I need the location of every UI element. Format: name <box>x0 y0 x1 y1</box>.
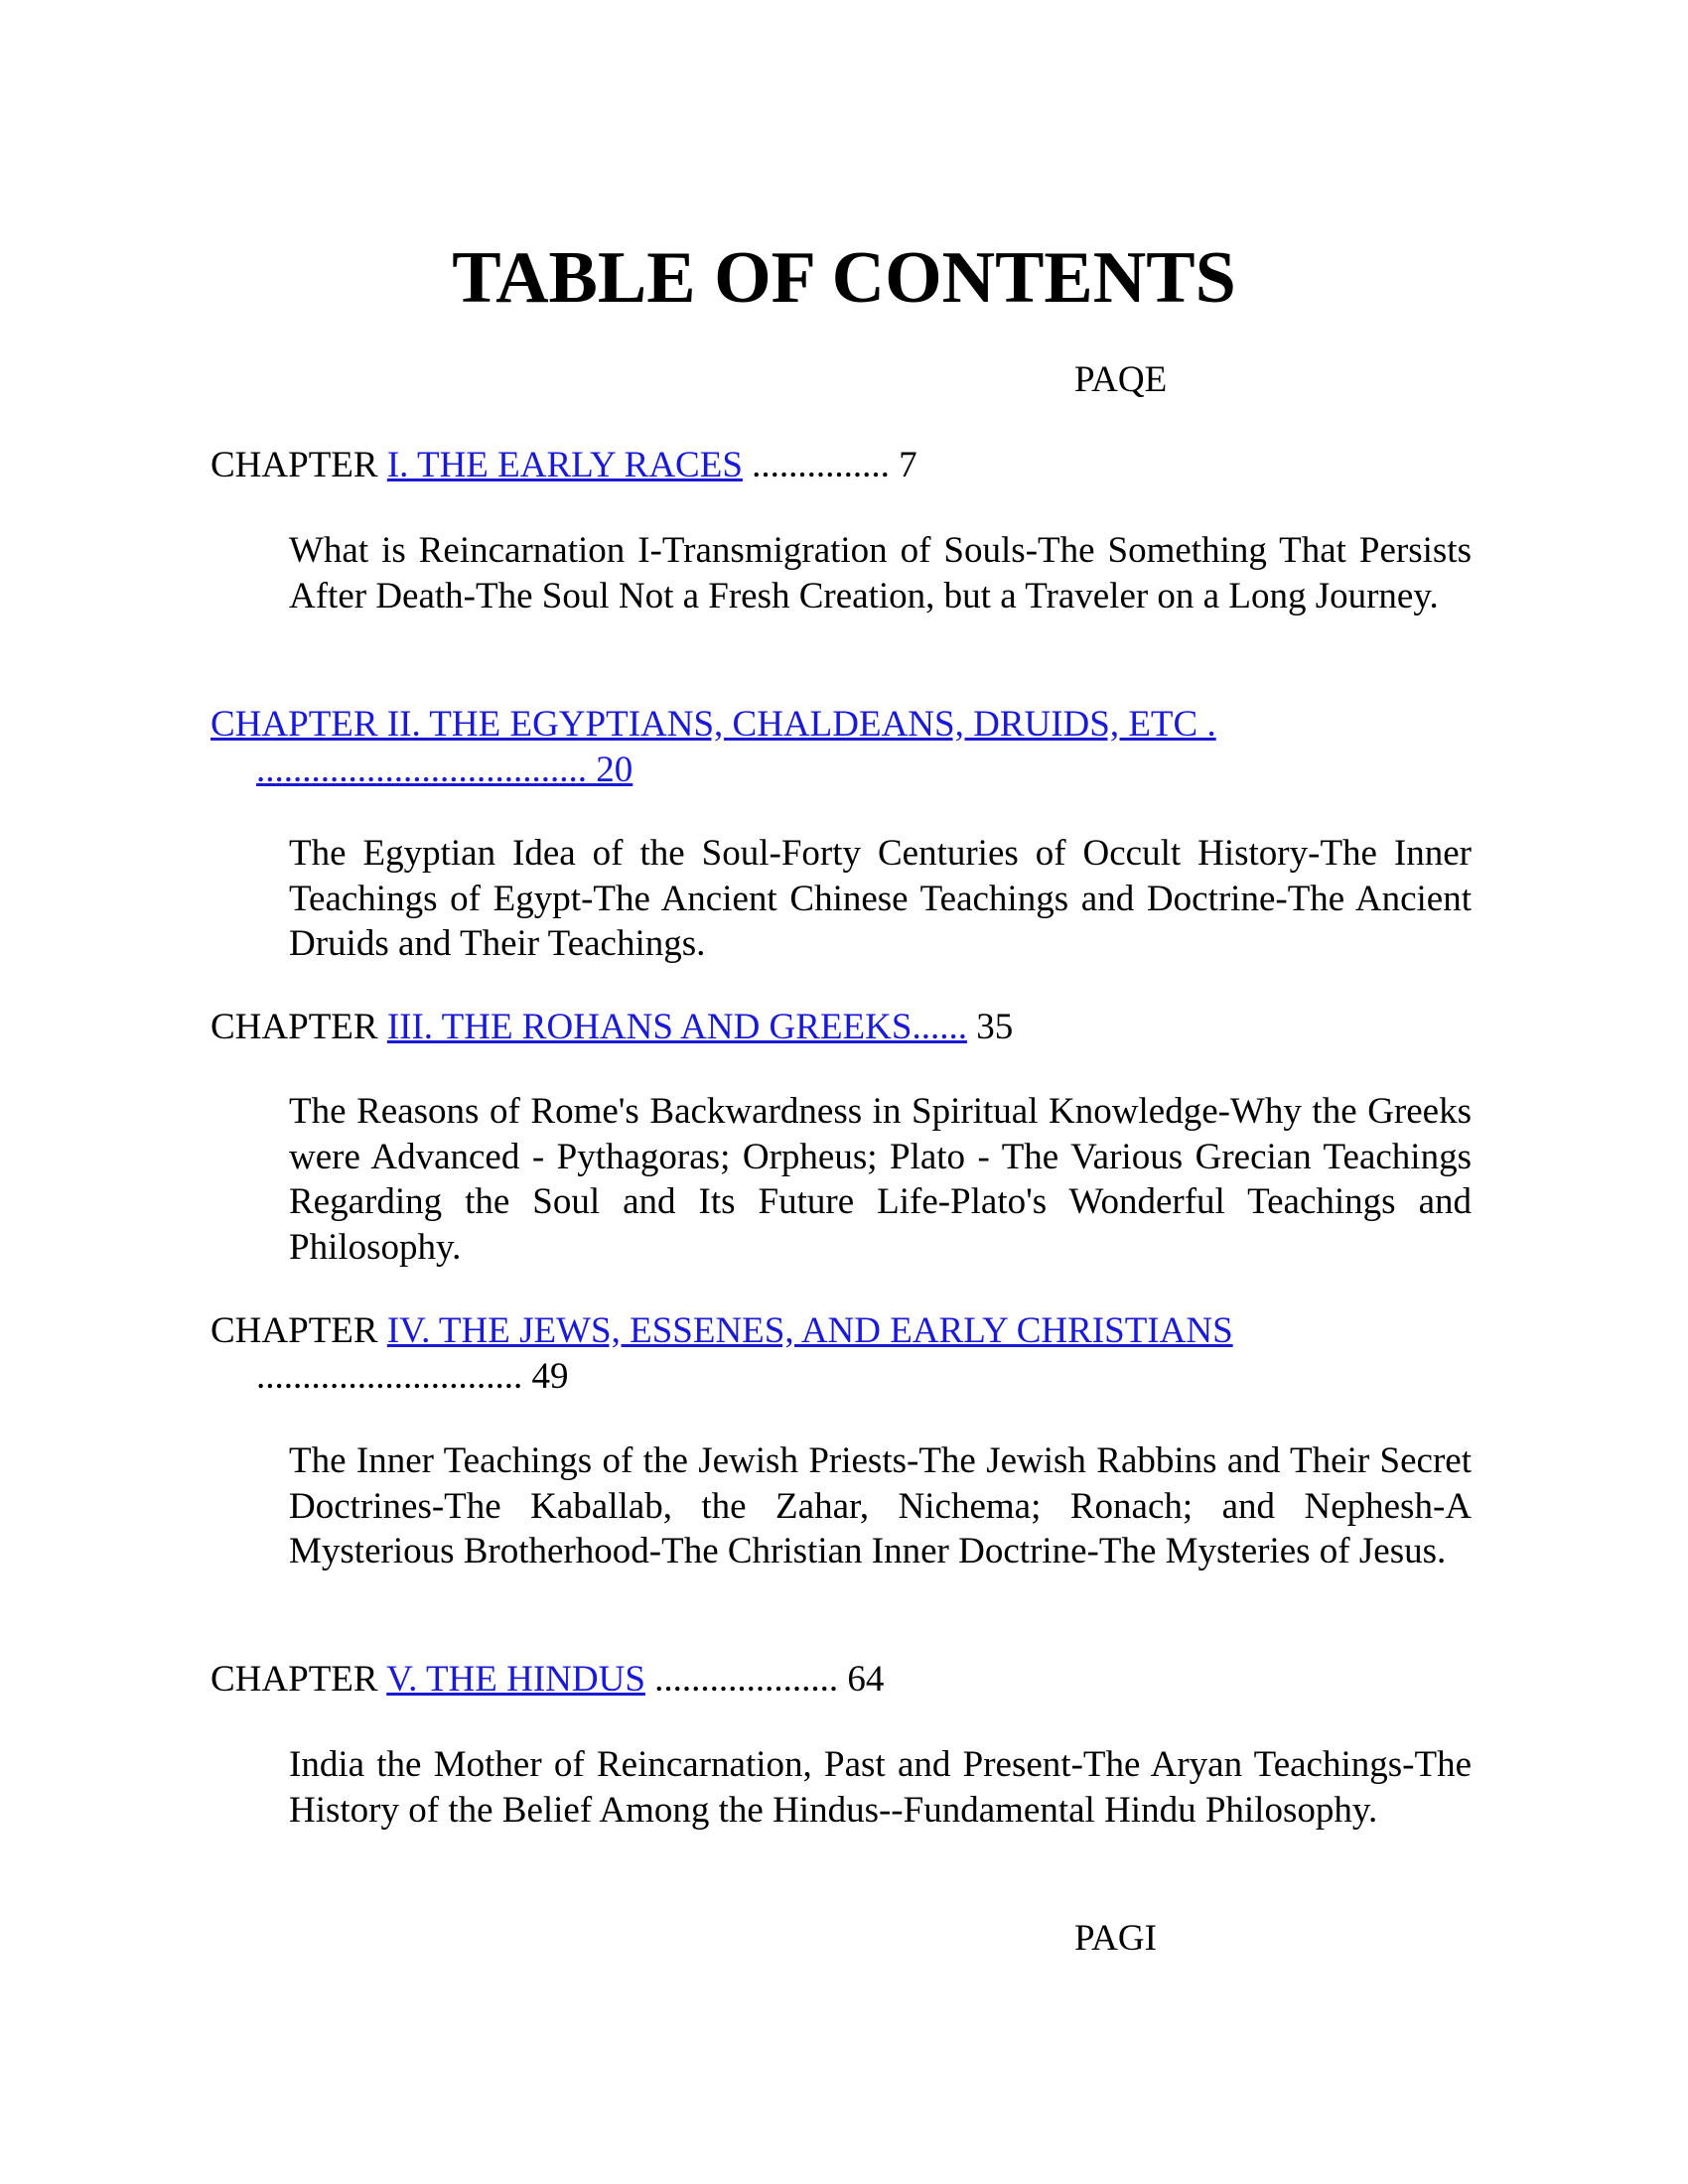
page-leader: 35 <box>966 1007 1014 1047</box>
page-title: TABLE OF CONTENTS <box>452 237 1236 319</box>
page-leader: .................... 64 <box>644 1659 885 1700</box>
chapter-4-link[interactable]: IV. THE JEWS, ESSENES, AND EARLY CHRISTIANS <box>386 1310 1233 1351</box>
chapter-2-link[interactable]: CHAPTER II. THE EGYPTIANS, CHALDEANS, DRUIDS, ETC . .................................... 20 <box>211 704 1216 790</box>
chapter-prefix: CHAPTER <box>211 1310 387 1351</box>
chapter-3-link[interactable]: III. THE ROHANS AND GREEKS...... <box>386 1007 967 1047</box>
chapter-4-summary: The Inner Teachings of the Jewish Priests-The Jewish Rabbins and Their Secret Doctrines-The Kaballab, the Zahar, Nichema; Ronach; and Nephesh-A Mysterious Brotherhood-The Christian Inner Doctrine-The Mysteries of Jesus. <box>289 1440 1472 1571</box>
toc-entry-chapter-3 <box>211 1005 1481 1050</box>
page-column-label: PAQE <box>1074 359 1168 400</box>
page-leader: ............... 7 <box>742 445 917 485</box>
chapter-5-link[interactable]: V. THE HINDUS <box>386 1659 645 1700</box>
toc-entry-chapter-5 <box>211 1657 1481 1703</box>
chapter-3-summary: The Reasons of Rome's Backwardness in Spiritual Knowledge-Why the Greeks were Advanced - Pythagoras; Orpheus; Plato - The Various Grecian Teachings Regarding the Soul and Its Future Life-Plato's Wonderful Teachings and Philosophy. <box>289 1091 1472 1268</box>
chapter-2-summary: The Egyptian Idea of the Soul-Forty Centuries of Occult History-The Inner Teachings of Egypt-The Ancient Chinese Teachings and Doctrine-The Ancient Druids and Their Teachings. <box>289 833 1472 964</box>
chapter-prefix: CHAPTER <box>211 1659 387 1700</box>
toc-entry-chapter-2 <box>211 702 1378 793</box>
chapter-prefix: CHAPTER <box>211 1007 387 1047</box>
toc-entry-chapter-4 <box>211 1308 1481 1400</box>
page-leader: ............................. 49 <box>256 1356 569 1397</box>
chapter-5-summary: India the Mother of Reincarnation, Past and Present-The Aryan Teachings-The History of the Belief Among the Hindus--Fundamental Hindu Philosophy. <box>289 1744 1472 1831</box>
toc-entry-chapter-1 <box>211 443 1481 488</box>
page-column-label-bottom: PAGI <box>1074 1918 1157 1959</box>
chapter-prefix: CHAPTER <box>211 445 387 485</box>
chapter-1-link[interactable]: I. THE EARLY RACES <box>386 445 743 485</box>
chapter-1-summary: What is Reincarnation I-Transmigration of Souls-The Something That Persists After Death-The Soul Not a Fresh Creation, but a Traveler on a Long Journey. <box>289 530 1472 616</box>
